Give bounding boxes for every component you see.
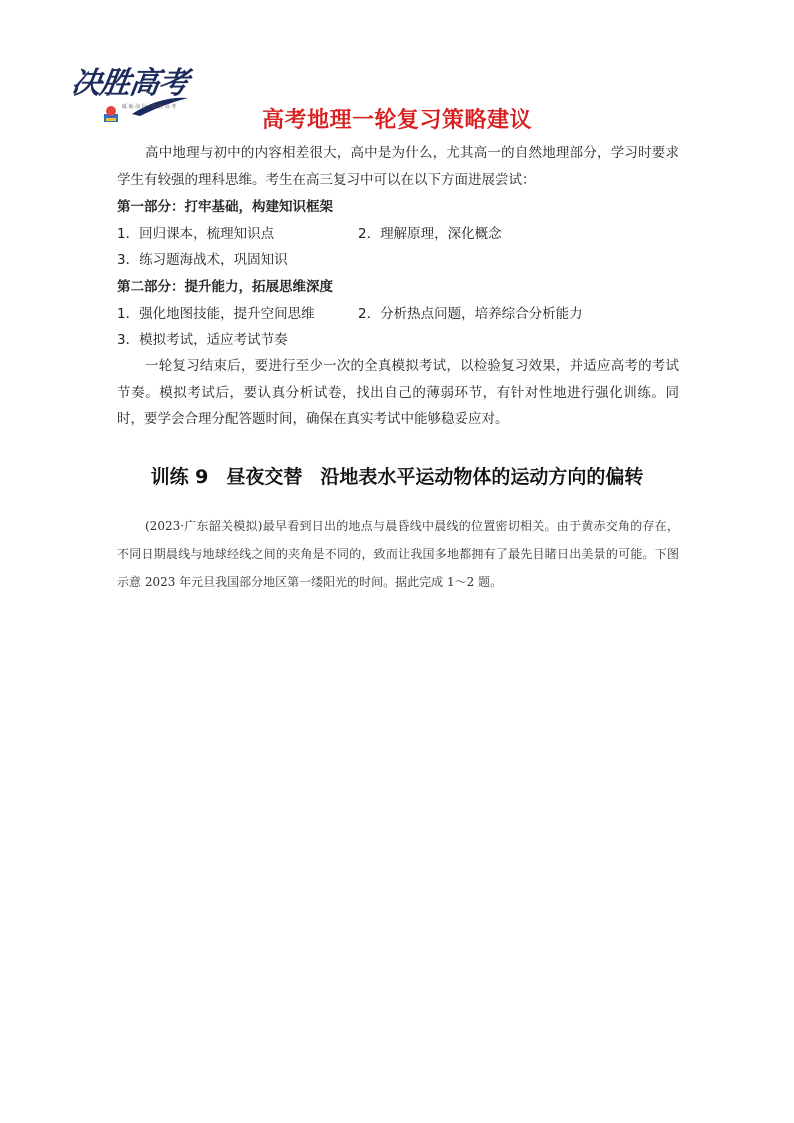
closing-paragraph: 一轮复习结束后，要进行至少一次的全真模拟考试，以检验复习效果，并适应高考的考试节奏。模拟考试后，要认真分析试卷，找出自己的薄弱环节，有针对性地进行强化训练。同时，要学会合理分配答题时间，确保在真实考试中能够稳妥应对。 (117, 358, 679, 427)
part2-item-3: 3．模拟考试，适应考试节奏 (117, 332, 288, 348)
section-heading (0, 462, 794, 489)
section-topic-2: 沿地表水平运动物体的运动方向的偏转 (320, 466, 644, 488)
part2-item-1: 1．强化地图技能，提升空间思维 (117, 306, 315, 322)
question-paragraph: (2023·广东韶关模拟)最早看到日出的地点与晨昏线中晨线的位置密切相关。由于黄赤交角的存在，不同日期晨线与地球经线之间的夹角是不同的，致而让我国多地都拥有了最先目睹日出美景的可能。下图示意 2023 年元旦我国部分地区第一缕阳光的时间。据此完成 1～2 题。 (117, 519, 679, 589)
part1-item-3: 3．练习题海战术，巩固知识 (117, 252, 288, 268)
part1-heading: 第一部分：打牢基础，构建知识框架 (117, 199, 333, 215)
page-title: 高考地理一轮复习策略建议 (261, 108, 532, 133)
part2-item-2: 2．分析热点问题，培养综合分析能力 (358, 306, 583, 322)
part2-heading: 第二部分：提升能力，拓展思维深度 (117, 279, 333, 295)
section-topic-1: 昼夜交替 (226, 466, 303, 488)
logo-text: 决胜高考 (69, 66, 190, 101)
section-label: 训练 9 (150, 466, 209, 488)
intro-paragraph: 高中地理与初中的内容相差很大，高中是为什么，尤其高一的自然地理部分，学习时要求学生有较强的理科思维。考生在高三复习中可以在以下方面进展尝试： (117, 145, 679, 188)
logo-tagline: 砥 砺 前 行 · 决 胜 高 考 (122, 104, 177, 110)
part1-item-1: 1．回归课本，梳理知识点 (117, 226, 275, 242)
part1-item-2: 2．理解原理，深化概念 (358, 226, 502, 242)
